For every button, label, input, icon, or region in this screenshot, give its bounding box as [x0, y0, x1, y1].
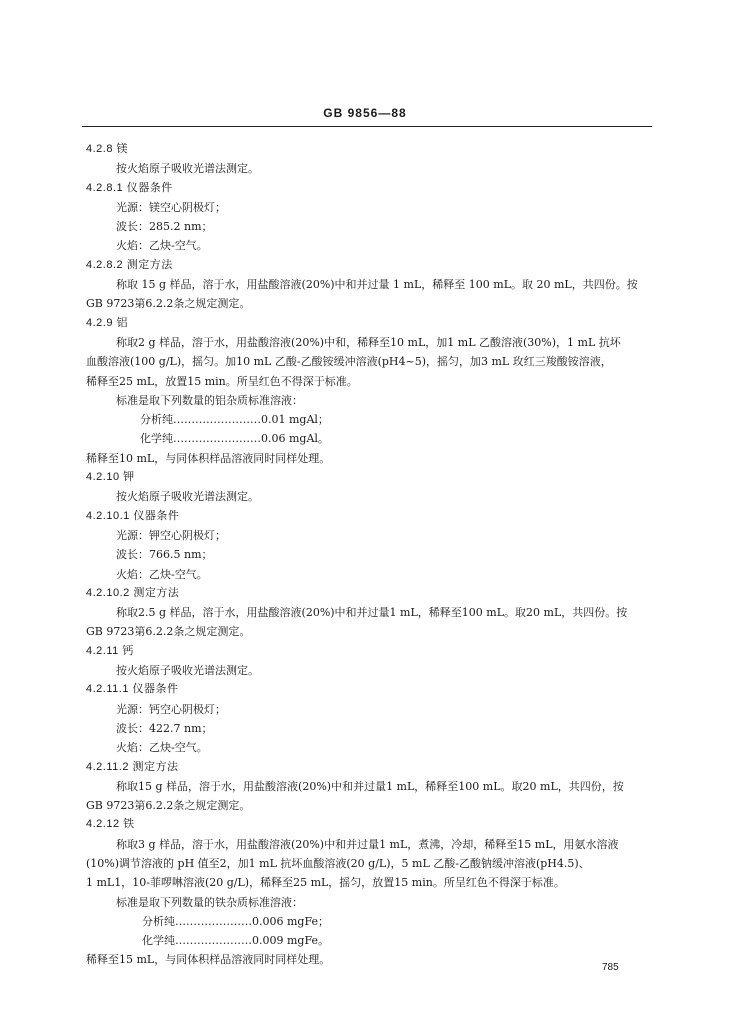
- paragraph-line: 波长：422.7 nm；: [116, 721, 213, 735]
- page-number: 785: [602, 962, 619, 973]
- paragraph-line: 光源：钙空心阴极灯；: [116, 702, 226, 716]
- paragraph-line: 称取2 g 样品，溶于水，用盐酸溶液(20%)中和，稀释至10 mL，加1 mL 乙酸溶液(30%)，1 mL 抗坏: [116, 335, 621, 349]
- section-heading: 4.2.11.1 仪器条件: [86, 683, 179, 696]
- paragraph-line: GB 9723第6.2.2条之规定测定。: [86, 625, 251, 639]
- section-heading: 4.2.9 铝: [86, 316, 129, 329]
- paragraph-line: 稀释至10 mL，与同体积样品溶液同时同样处理。: [86, 451, 331, 465]
- standard-amount-line: 化学纯…………………0.009 mgFe。: [142, 934, 329, 948]
- standard-amount-line: 化学纯……………………0.06 mgAl。: [140, 432, 329, 446]
- paragraph-line: 波长：766.5 nm；: [116, 548, 213, 562]
- document-body: [86, 140, 650, 970]
- paragraph-line: 标准是取下列数量的铝杂质标准溶液：: [116, 393, 303, 407]
- paragraph-line: 波长：285.2 nm；: [116, 220, 213, 234]
- standard-code-header: GB 9856—88: [323, 106, 407, 120]
- paragraph-line: 火焰：乙炔-空气。: [116, 239, 208, 253]
- paragraph-line: 光源：钾空心阴极灯；: [116, 528, 226, 542]
- paragraph-line: 按火焰原子吸收光谱法测定。: [116, 490, 259, 504]
- paragraph-line: GB 9723第6.2.2条之规定测定。: [86, 799, 251, 813]
- paragraph-line: GB 9723第6.2.2条之规定测定。: [86, 297, 251, 311]
- paragraph-line: 按火焰原子吸收光谱法测定。: [116, 664, 259, 678]
- paragraph-line: 血酸溶液(100 g/L)，摇匀。加10 mL 乙酸-乙酸铵缓冲溶液(pH4~5)，摇匀，加3 mL 玫红三羧酸铵溶液，: [86, 355, 612, 369]
- section-heading: 4.2.10 钾: [86, 471, 135, 484]
- paragraph-line: (10%)调节溶液的 pH 值至2，加1 mL 抗坏血酸溶液(20 g/L)，5 mL 乙酸-乙酸钠缓冲溶液(pH4.5)、: [86, 856, 590, 870]
- paragraph-line: 称取2.5 g 样品，溶于水，用盐酸溶液(20%)中和并过量1 mL，稀释至100 mL。取20 mL，共四份。按: [116, 606, 628, 620]
- standard-amount-line: 分析纯……………………0.01 mgAl；: [140, 413, 329, 427]
- paragraph-line: 标准是取下列数量的铁杂质标准溶液：: [116, 895, 303, 909]
- paragraph-line: 按火焰原子吸收光谱法测定。: [116, 162, 259, 176]
- paragraph-line: 火焰：乙炔-空气。: [116, 567, 208, 581]
- paragraph-line: 称取15 g 样品，溶于水，用盐酸溶液(20%)中和并过量1 mL，稀释至100 mL。取20 mL，共四份，按: [116, 779, 624, 793]
- header-rule: [82, 126, 652, 127]
- section-heading: 4.2.8 镁: [86, 143, 129, 155]
- standard-amount-line: 分析纯…………………0.006 mgFe；: [142, 914, 329, 928]
- section-heading: 4.2.11.2 测定方法: [86, 760, 179, 773]
- paragraph-line: 稀释至25 mL，放置15 min。所呈红色不得深于标准。: [86, 374, 358, 388]
- section-heading: 4.2.10.1 仪器条件: [86, 509, 180, 522]
- paragraph-line: 稀释至15 mL，与同体积样品溶液同时同样处理。: [86, 953, 331, 967]
- section-heading: 4.2.10.2 测定方法: [86, 586, 180, 599]
- section-heading: 4.2.8.1 仪器条件: [86, 181, 173, 194]
- section-heading: 4.2.8.2 测定方法: [86, 258, 173, 271]
- paragraph-line: 称取3 g 样品，溶于水，用盐酸溶液(20%)中和并过量1 mL，煮沸，冷却，稀释至15 mL，用氨水溶液: [116, 837, 619, 851]
- paragraph-line: 1 mL1，10-菲啰啉溶液(20 g/L)，稀释至25 mL，摇匀，放置15 min。所呈红色不得深于标准。: [86, 876, 565, 890]
- paragraph-line: 火焰：乙炔-空气。: [116, 741, 208, 755]
- paragraph-line: 称取 15 g 样品，溶于水，用盐酸溶液(20%)中和并过量 1 mL，稀释至 100 mL。取 20 mL，共四份。按: [116, 278, 638, 292]
- section-heading: 4.2.11 钙: [86, 644, 134, 657]
- paragraph-line: 光源：镁空心阴极灯；: [116, 200, 226, 214]
- section-heading: 4.2.12 铁: [86, 818, 135, 831]
